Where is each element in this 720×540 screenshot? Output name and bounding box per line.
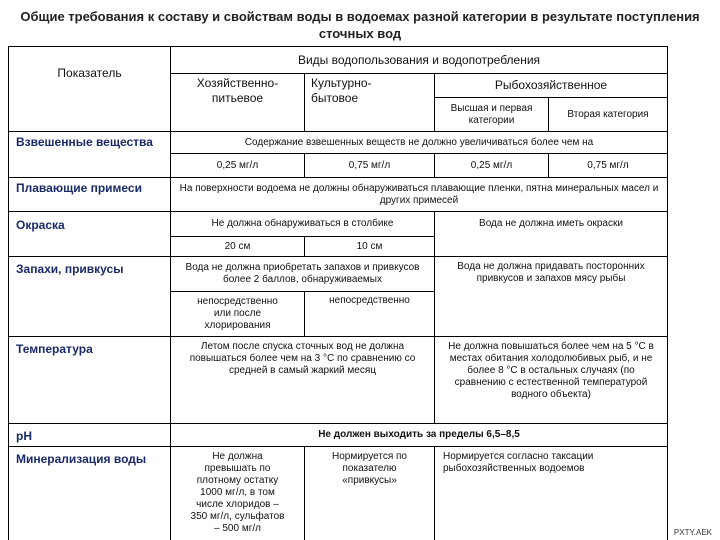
header-fishery-high: Высшая и первая категории: [450, 102, 533, 126]
header-cultural: Культурно- бытовое: [311, 76, 372, 105]
odor-text-left: Вода не должна приобретать запахов и привкусов более 2 баллов, обнаруживаемых: [185, 262, 420, 285]
header-indicator: Показатель: [57, 65, 122, 80]
row-label-suspended: Взвешенные вещества: [16, 135, 153, 149]
row-label-temperature: Температура: [16, 342, 93, 356]
row-label-ph: pH: [16, 429, 32, 443]
suspended-value-fishery-second: 0,75 мг/л: [587, 159, 629, 171]
header-usage-types: Виды водопользования и водопотребления: [297, 52, 541, 67]
mineral-fishery: Нормируется согласно таксации рыбохозяйственных водоемов: [443, 451, 594, 474]
row-label-mineral: Минерализация воды: [16, 452, 147, 466]
mineral-cultural: Нормируется по показателю «привкусы»: [331, 451, 407, 486]
page-title: Общие требования к составу и свойствам воды в водоемах разной категории в результате поступления сточных вод: [20, 9, 700, 41]
color-text-right: Вода не должна иметь окраски: [479, 218, 623, 229]
floating-text: На поверхности водоема не должны обнаруживаться плавающие пленки, пятна минеральных масел и других примесей: [179, 182, 659, 206]
header-fishery-second: Вторая категория: [567, 108, 649, 120]
color-text-left: Не должна обнаруживаться в столбике: [211, 218, 394, 229]
color-value-cultural: 10 см: [356, 240, 383, 252]
row-label-odor: Запахи, привкусы: [16, 262, 124, 276]
color-value-drinking: 20 см: [224, 240, 251, 252]
header-drinking: Хозяйственно- питьевое: [196, 76, 279, 105]
suspended-value-drinking: 0,25 мг/л: [216, 159, 259, 171]
row-label-floating: Плавающие примеси: [16, 181, 142, 195]
suspended-statement: Содержание взвешенных веществ не должно увеличиваться более чем на: [244, 136, 594, 148]
odor-text-right: Вода не должна придавать посторонних привкусов и запахов мясу рыбы: [457, 261, 645, 284]
footer-watermark: PXTY.AEK: [673, 528, 712, 537]
mineral-drinking: Не должна превышать по плотному остатку 1000 мг/л, в том числе хлоридов – 350 мг/л, сульфатов – 500 мг/л: [190, 451, 285, 534]
temperature-text-right: Не должна повышаться более чем на 5 °С в местах обитания холодолюбивых рыб, и не более 8 °С в остальных случаях (по сравнению с естественной температурой водного объекта): [448, 341, 654, 400]
ph-text: Не должен выходить за пределы 6,5–8,5: [318, 429, 520, 440]
temperature-text-left: Летом после спуска сточных вод не должна повышаться более чем на 3 °С по сравнению со средней в самый жаркий месяц: [189, 341, 416, 376]
suspended-value-cultural: 0,75 мг/л: [348, 159, 391, 171]
row-label-color: Окраска: [16, 218, 65, 232]
suspended-value-fishery-high: 0,25 мг/л: [470, 159, 513, 171]
odor-sub-drinking: непосредственно или после хлорирования: [197, 296, 278, 331]
header-fishery: Рыбохозяйственное: [494, 78, 608, 92]
odor-sub-cultural: непосредственно: [329, 295, 410, 306]
